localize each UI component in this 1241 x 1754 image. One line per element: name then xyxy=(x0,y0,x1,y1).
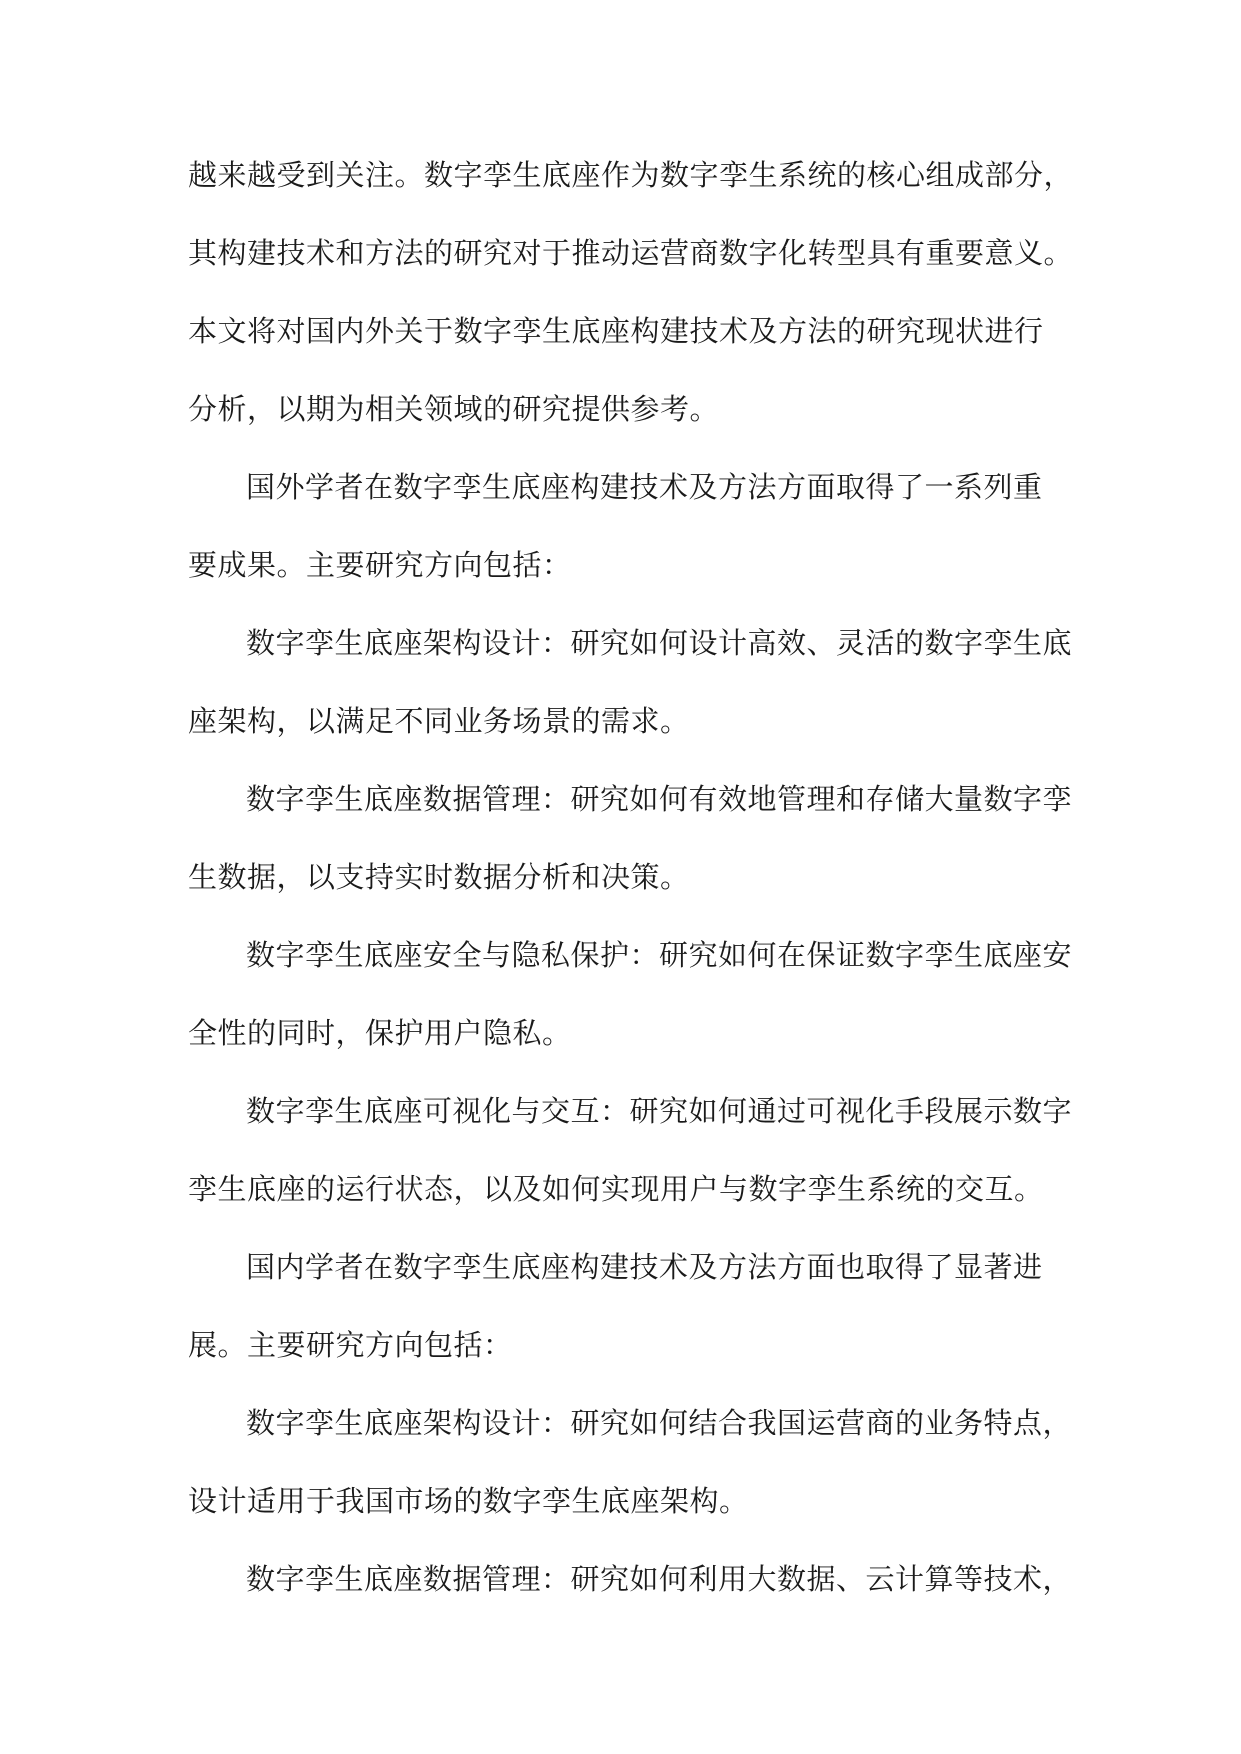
text-line: 展。主要研究方向包括： xyxy=(188,1328,513,1362)
text-line: 全性的同时，保护用户隐私。 xyxy=(188,1016,572,1050)
paragraph xyxy=(188,448,1068,604)
text-line: 数字孪生底座安全与隐私保护：研究如何在保证数字孪生底座安 xyxy=(246,938,1073,972)
paragraph xyxy=(188,136,1074,448)
text-line: 设计适用于我国市场的数字孪生底座架构。 xyxy=(188,1484,749,1518)
text-line: 生数据，以支持实时数据分析和决策。 xyxy=(188,860,690,894)
paragraph xyxy=(188,1228,1068,1384)
text-line: 要成果。主要研究方向包括： xyxy=(188,548,572,582)
paragraph xyxy=(188,916,1073,1072)
paragraph xyxy=(188,1540,1073,1618)
text-line: 本文将对国内外关于数字孪生底座构建技术及方法的研究现状进行 xyxy=(188,314,1044,348)
text-line: 分析，以期为相关领域的研究提供参考。 xyxy=(188,392,720,426)
text-line: 数字孪生底座数据管理：研究如何利用大数据、云计算等技术， xyxy=(246,1562,1073,1596)
text-line: 数字孪生底座架构设计：研究如何设计高效、灵活的数字孪生底 xyxy=(246,626,1073,660)
text-line: 国内学者在数字孪生底座构建技术及方法方面也取得了显著进 xyxy=(246,1250,1043,1284)
text-line: 越来越受到关注。数字孪生底座作为数字孪生系统的核心组成部分， xyxy=(188,158,1074,192)
paragraph xyxy=(188,1384,1073,1540)
text-line: 国外学者在数字孪生底座构建技术及方法方面取得了一系列重 xyxy=(246,470,1043,504)
text-line: 其构建技术和方法的研究对于推动运营商数字化转型具有重要意义。 xyxy=(188,236,1074,270)
paragraph xyxy=(188,1072,1073,1228)
text-line: 座架构，以满足不同业务场景的需求。 xyxy=(188,704,690,738)
paragraph xyxy=(188,604,1073,760)
text-line: 数字孪生底座可视化与交互：研究如何通过可视化手段展示数字 xyxy=(246,1094,1073,1128)
text-line: 数字孪生底座架构设计：研究如何结合我国运营商的业务特点， xyxy=(246,1406,1073,1440)
paragraph xyxy=(188,760,1073,916)
text-line: 孪生底座的运行状态，以及如何实现用户与数字孪生系统的交互。 xyxy=(188,1172,1044,1206)
text-line: 数字孪生底座数据管理：研究如何有效地管理和存储大量数字孪 xyxy=(246,782,1073,816)
body-text xyxy=(188,136,1074,1618)
